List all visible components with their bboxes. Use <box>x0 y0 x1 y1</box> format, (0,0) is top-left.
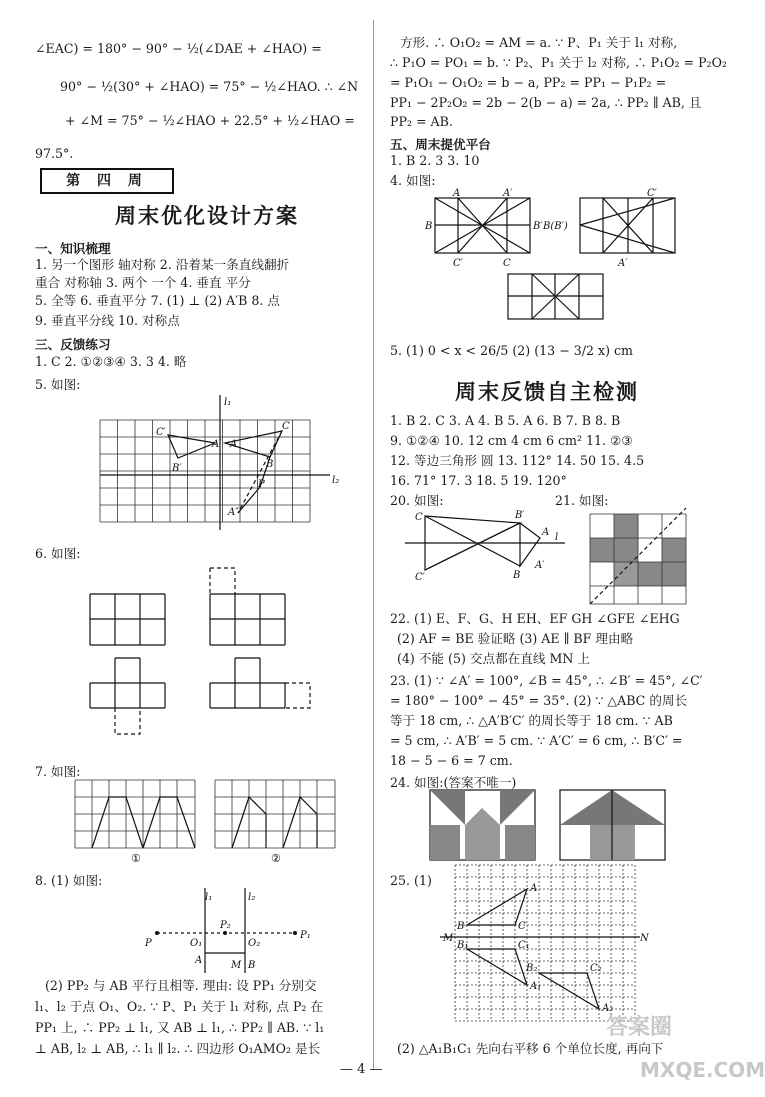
label-a2: A₂ <box>602 1003 614 1014</box>
text-line: 等于 18 cm, ∴ △A′B′C′ 的周长等于 18 cm. ∵ AB <box>390 713 673 728</box>
figure-6-nets <box>90 568 330 758</box>
label-c: C <box>282 421 290 432</box>
text-line: = 180° − 100° − 45° = 35°. (2) ∵ △ABC 的周长 <box>390 693 688 708</box>
text-line: PP₁ 上, ∴ PP₂ ⊥ l₁, 又 AB ⊥ l₁, ∴ PP₂ ∥ AB. ∵ l₁ <box>35 1020 325 1035</box>
label-a-prime-2: A′ <box>618 258 628 269</box>
text-line: ⊥ AB, l₂ ⊥ AB, ∴ l₁ ∥ l₂. ∴ 四边形 O₁AMO₂ 是长 <box>35 1041 321 1056</box>
label-b: B <box>457 921 465 932</box>
text-line: (2) △A₁B₁C₁ 先向右平移 6 个单位长度, 再向下 <box>397 1041 664 1056</box>
label-l: l <box>555 532 559 543</box>
question-label: 7. 如图: <box>35 764 81 779</box>
triangle-left <box>168 435 215 458</box>
label-a: A <box>453 188 461 199</box>
watermark-url: MXQE.COM <box>640 1058 765 1082</box>
label-p2: P₂ <box>220 920 231 931</box>
triangle-a2b2c2 <box>539 973 599 1009</box>
figure-21-grid <box>590 508 710 603</box>
label-a-prime: A′ <box>535 560 545 571</box>
label-b1: B₁ <box>457 940 469 951</box>
section-title: 周末优化设计方案 <box>115 204 299 228</box>
label-b-prime: B′ <box>172 463 182 474</box>
label-l2: l₂ <box>248 892 256 903</box>
text-line: 23. (1) ∵ ∠A′ = 100°, ∠B = 45°, ∴ ∠B′ = 45°, ∠C′ <box>390 673 703 688</box>
label-l1: l₁ <box>224 397 232 408</box>
figure-4-rectangles <box>425 188 725 333</box>
label-p: P <box>145 938 152 949</box>
section-title: 周末反馈自主检测 <box>455 380 639 404</box>
figure-7-grids <box>75 780 355 865</box>
figure-8-diagram <box>145 888 335 973</box>
label-m: M <box>443 933 454 944</box>
question-label: 21. 如图: <box>555 493 609 508</box>
text-line: l₁、l₂ 于点 O₁、O₂. ∵ P、P₁ 关于 l₁ 对称, 点 P₂ 在 <box>35 999 324 1014</box>
label-a: A <box>195 955 203 966</box>
text-line: ∴ P₁O = PO₁ = b. ∵ P₂、P₁ 关于 l₂ 对称, ∴ P₁O₂ = P₂O₂ <box>390 55 727 70</box>
label-c: C <box>518 921 526 932</box>
text-line: (4) 不能 (5) 交点都在直线 MN 上 <box>397 651 590 666</box>
label-b-prime: B′ <box>515 510 525 521</box>
text-line: 16. 71° 17. 3 18. 5 19. 120° <box>390 473 567 488</box>
text-line: 22. (1) E、F、G、H EH、EF GH ∠GFE ∠EHG <box>390 611 680 626</box>
section-heading: 五、周末提优平台 <box>390 137 491 152</box>
page-number: — 4 — <box>340 1062 383 1077</box>
question-label: 25. (1) <box>390 873 432 888</box>
label-o2: O₂ <box>248 938 261 949</box>
label-p1: P₁ <box>300 930 311 941</box>
label-m: M <box>231 960 242 971</box>
text-line: PP₁ − 2P₂O₂ = 2b − 2(b − a) = 2a, ∴ PP₂ ∥ AB, 且 <box>390 95 702 110</box>
text-line: 97.5°. <box>35 146 74 161</box>
question-label: 20. 如图: <box>390 493 444 508</box>
text-line: 1. 另一个图形 轴对称 2. 沿着某一条直线翻折 <box>35 257 290 272</box>
label-a: A <box>530 883 538 894</box>
label-b2: B₂ <box>526 963 538 974</box>
label-c1: C₁ <box>518 940 530 951</box>
text-line: 9. 垂直平分线 10. 对称点 <box>35 313 180 328</box>
question-label: 5. 如图: <box>35 377 81 392</box>
label-a-prime: A′ <box>212 439 222 450</box>
question-label: 4. 如图: <box>390 173 436 188</box>
label-b: B <box>513 570 521 581</box>
label-b-prime: B′ <box>533 221 543 232</box>
label-o1: O₁ <box>190 938 203 949</box>
section-heading: 三、反馈练习 <box>35 337 111 352</box>
label-a: A <box>230 439 238 450</box>
shape-1-left <box>92 797 143 848</box>
label-l1: l₁ <box>205 892 213 903</box>
text-line: 1. B 2. C 3. A 4. B 5. A 6. B 7. B 8. B <box>390 413 621 428</box>
label-c: C <box>415 512 423 523</box>
grid-lines <box>100 420 310 522</box>
question-label: 24. 如图:(答案不唯一) <box>390 775 517 790</box>
figure-24-shapes <box>430 790 670 862</box>
week-box: 第 四 周 <box>40 168 174 194</box>
label-c-prime: C′ <box>156 427 166 438</box>
text-line: (2) AF = BE 验证略 (3) AE ∥ BF 理由略 <box>397 631 634 646</box>
column-divider <box>373 20 374 1070</box>
text-line: 方形. ∴ O₁O₂ = AM = a. ∵ P、P₁ 关于 l₁ 对称, <box>400 35 678 50</box>
text-line: 5. (1) 0 < x < 26/5 (2) (13 − 3/2 x) cm <box>390 343 634 358</box>
figure-20-diagram <box>405 508 565 588</box>
label-n: N <box>640 933 649 944</box>
watermark: 答案圈 <box>606 1015 673 1040</box>
label-a-prime: A′ <box>503 188 513 199</box>
text-line: ∠EAC) = 180° − 90° − ½(∠DAE + ∠HAO) = <box>35 41 322 56</box>
text-line: 1. B 2. 3 3. 10 <box>390 153 480 168</box>
label-p: P <box>258 479 265 490</box>
text-line: 18 − 5 − 6 = 7 cm. <box>390 753 513 768</box>
question-label: 8. (1) 如图: <box>35 873 103 888</box>
question-label: 6. 如图: <box>35 546 81 561</box>
text-line: 重合 对称轴 3. 两个 一个 4. 垂直 平分 <box>35 275 251 290</box>
text-line: (2) PP₂ 与 AB 平行且相等. 理由: 设 PP₁ 分别交 <box>45 978 317 993</box>
label-c-prime: C′ <box>415 572 425 583</box>
text-line: 5. 全等 6. 垂直平分 7. (1) ⊥ (2) A′B 8. 点 <box>35 293 280 308</box>
text-line: + ∠M = 75° − ½∠HAO + 22.5° + ½∠HAO = <box>65 113 355 128</box>
text-line: 9. ①②④ 10. 12 cm 4 cm 6 cm² 11. ②③ <box>390 433 633 448</box>
label-b: B <box>425 221 433 232</box>
text-line: 12. 等边三角形 圆 13. 112° 14. 50 15. 4.5 <box>390 453 645 468</box>
text-line: = P₁O₁ − O₁O₂ = b − a, PP₂ = PP₁ − P₁P₂ = <box>390 75 667 90</box>
text-line: 1. C 2. ①②③④ 3. 3 4. 略 <box>35 354 187 369</box>
label-fig1: ① <box>131 852 141 865</box>
label-b: B <box>248 960 256 971</box>
text-line: 90° − ½(30° + ∠HAO) = 75° − ½∠HAO. ∴ ∠N <box>60 79 359 94</box>
triangle-abc <box>467 889 527 925</box>
shape-1-right <box>143 797 195 848</box>
text-line: PP₂ = AB. <box>390 114 453 129</box>
label-c-prime: C′ <box>453 258 463 269</box>
label-c: C <box>503 258 511 269</box>
label-l2: l₂ <box>332 475 340 486</box>
section-heading: 一、知识梳理 <box>35 241 111 256</box>
text-line: = 5 cm, ∴ A′B′ = 5 cm. ∵ A′C′ = 6 cm, ∴ B′C′ = <box>390 733 683 748</box>
label-c2: C₂ <box>590 963 602 974</box>
label-b-bprime: B(B′) <box>543 221 568 232</box>
label-a: A <box>542 527 550 538</box>
label-a1: A₁ <box>530 981 542 992</box>
triangle-a1b1c1 <box>467 949 527 985</box>
label-b: B <box>266 459 274 470</box>
figure-5-grid <box>100 395 340 530</box>
label-c-prime-2: C′ <box>647 188 657 199</box>
label-fig2: ② <box>271 852 281 865</box>
label-a-double-prime: A″ <box>228 507 239 518</box>
